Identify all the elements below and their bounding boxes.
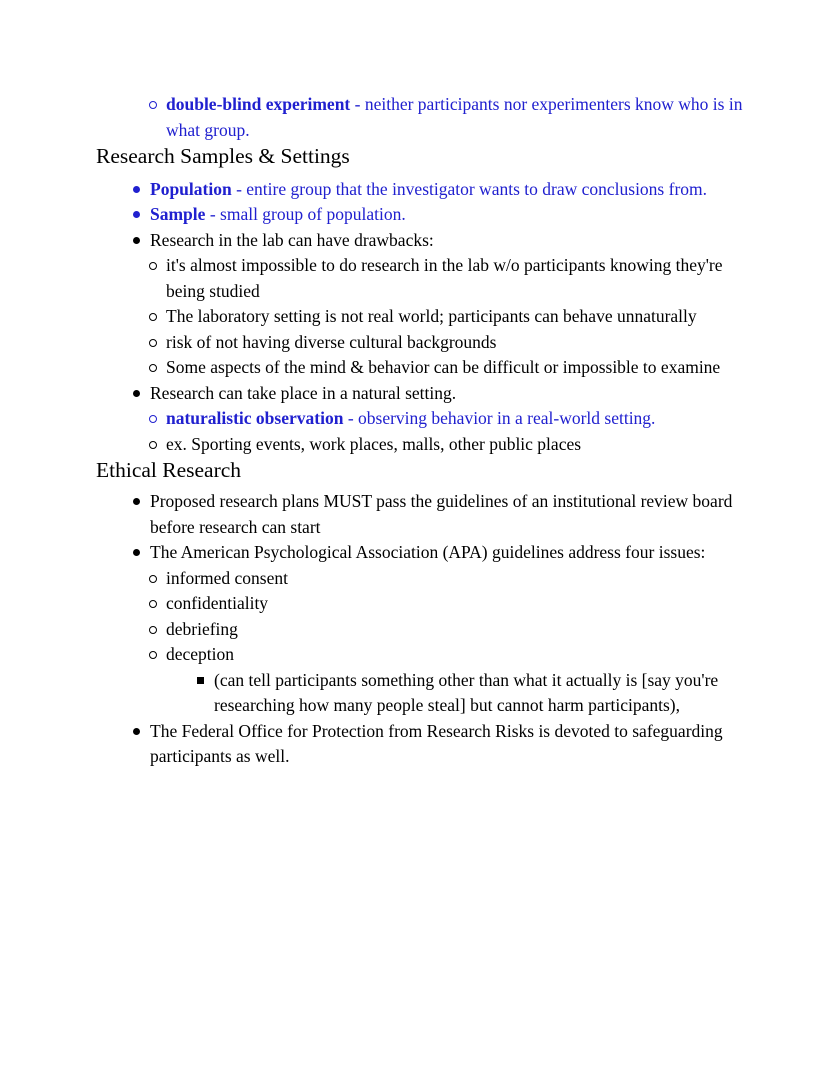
list-item — [192, 668, 744, 719]
list-item — [144, 253, 744, 304]
list-item-text: Some aspects of the mind & behavior can be difficult or impossible to examine — [166, 357, 721, 378]
list-item-text: debriefing — [166, 618, 238, 639]
list-item — [128, 489, 744, 540]
list-item — [128, 540, 744, 566]
list-item-text: risk of not having diverse cultural backgrounds — [166, 331, 497, 352]
list-item-text: The laboratory setting is not real world; participants can behave unnaturally — [166, 306, 697, 327]
research-samples-list — [96, 177, 744, 458]
list-item-text: (can tell participants something other than what it actually is [say you're researching how many people steal] but cannot harm participants), — [214, 669, 719, 716]
list-item — [144, 432, 744, 458]
term-population: Population — [150, 178, 232, 199]
list-item — [144, 92, 744, 143]
list-item-text: The Federal Office for Protection from Research Risks is devoted to safeguarding participants as well. — [150, 720, 723, 767]
term-sample: Sample — [150, 204, 206, 225]
list-item-text: ex. Sporting events, work places, malls, other public places — [166, 433, 582, 454]
section-heading-research-samples: Research Samples & Settings — [96, 144, 350, 168]
list-item-text: The American Psychological Association (APA) guidelines address four issues: — [150, 542, 706, 563]
term-definition: - neither participants nor experimenters know who is in what group. — [166, 94, 743, 140]
ethical-research-list — [96, 489, 744, 770]
list-item — [144, 330, 744, 356]
list-item — [128, 381, 744, 407]
list-item-text: deception — [166, 644, 235, 665]
list-item — [128, 177, 744, 203]
list-item — [128, 719, 744, 770]
list-item-text: Proposed research plans MUST pass the guidelines of an institutional review board before research can start — [150, 491, 733, 537]
term-definition: - observing behavior in a real-world setting. — [343, 408, 656, 429]
term-definition: - entire group that the investigator wants to draw conclusions from. — [231, 178, 708, 199]
list-item-text: Research can take place in a natural setting. — [150, 382, 457, 403]
list-item — [144, 355, 744, 381]
term-definition: - small group of population. — [205, 204, 406, 225]
list-item — [144, 406, 744, 432]
list-item-text: it's almost impossible to do research in the lab w/o participants knowing they're being studied — [166, 255, 723, 301]
list-item — [144, 617, 744, 643]
term-double-blind-experiment: double-blind experiment — [166, 94, 351, 114]
list-item-text: confidentiality — [166, 593, 269, 614]
term-naturalistic-observation: naturalistic observation — [166, 408, 344, 429]
list-item — [144, 642, 744, 668]
top-continued-list — [96, 92, 744, 143]
list-item — [144, 304, 744, 330]
document-content — [96, 92, 744, 770]
list-item — [128, 228, 744, 254]
list-item-text: Research in the lab can have drawbacks: — [150, 229, 434, 250]
list-item — [128, 202, 744, 228]
section-heading-ethical-research: Ethical Research — [96, 458, 242, 483]
list-item — [144, 566, 744, 592]
list-item-text: informed consent — [166, 567, 288, 588]
list-item — [144, 591, 744, 617]
